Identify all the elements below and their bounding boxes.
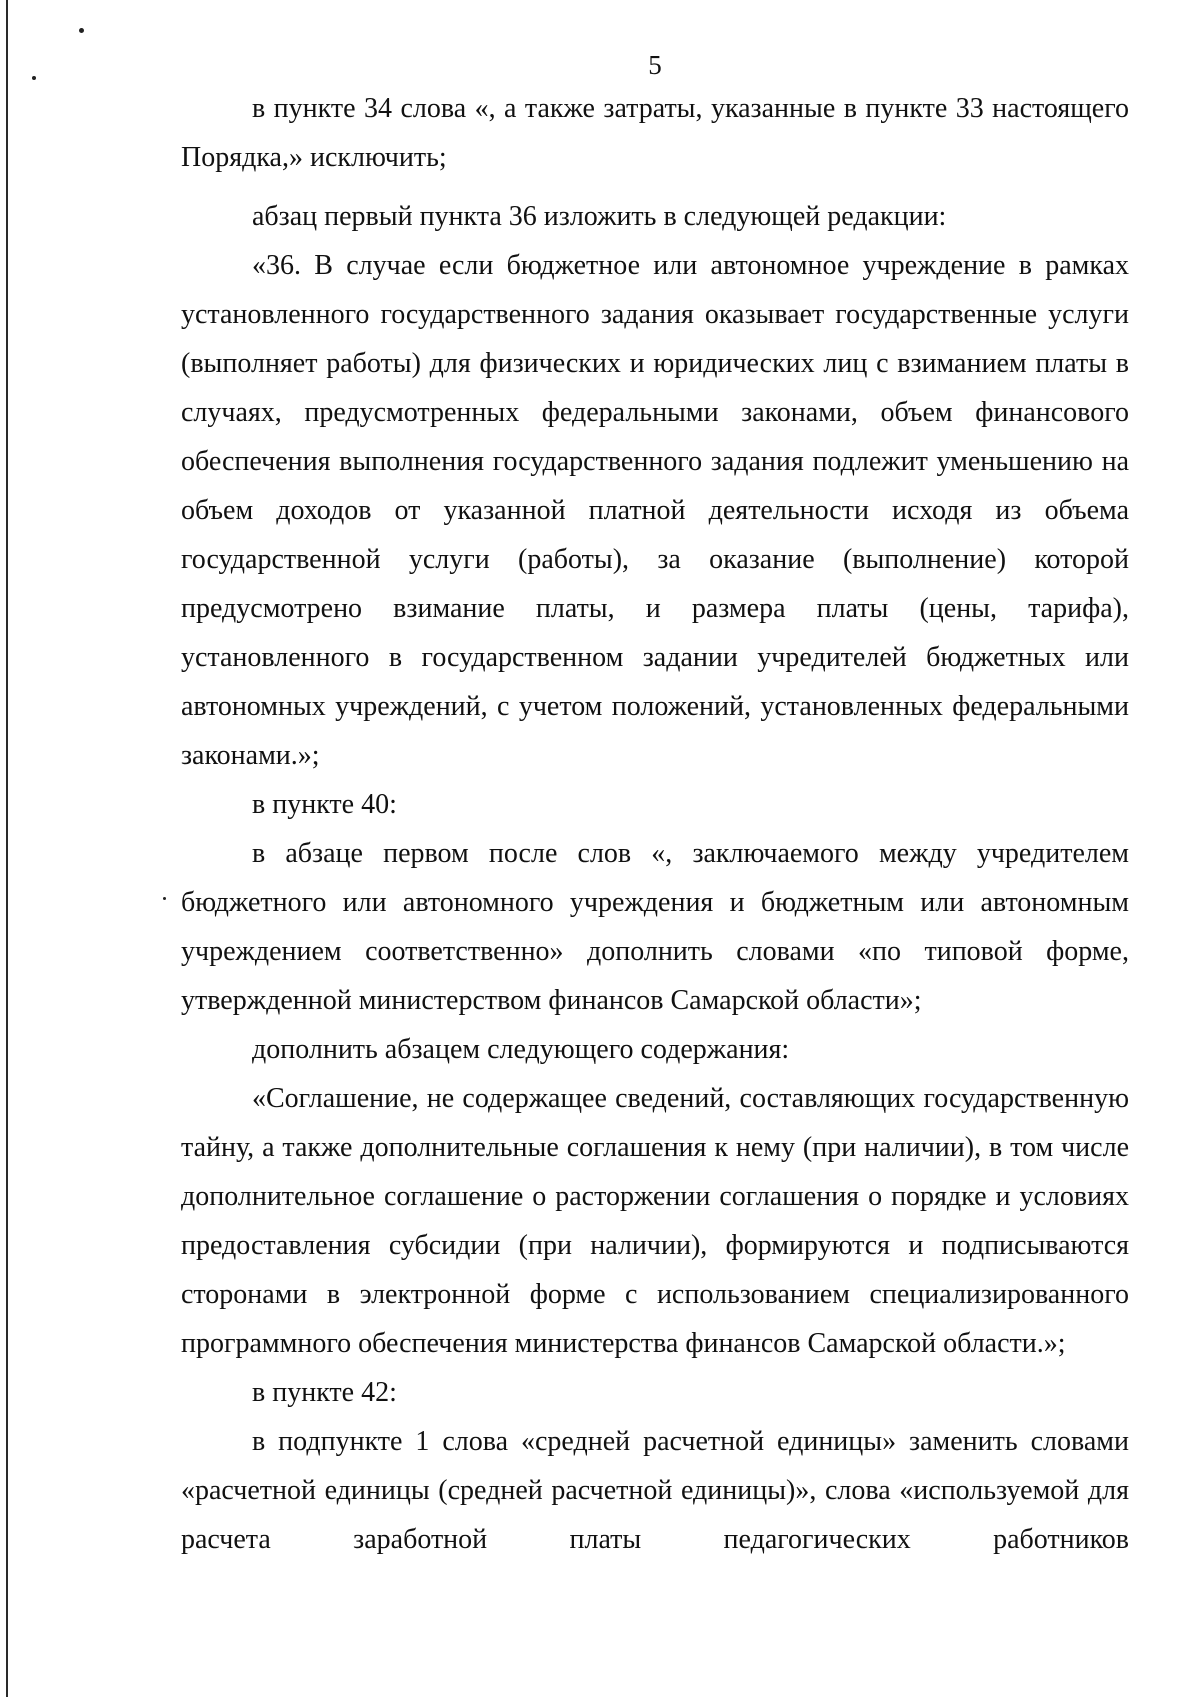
- paragraph: «36. В случае если бюджетное или автономное учреждение в рамках установленного государственного задания оказывает государственные услуги (выполняет работы) для физических и юридических лиц с взиманием платы в случаях, предусмотренных федеральными законами, объем финансового обеспечения выполнения государственного задания подлежит уменьшению на объем доходов от указанной платной деятельности исходя из объема государственной услуги (работы), за оказание (выполнение) которой предусмотрено взимание платы, и размера платы (цены, тарифа), установленного в государственном задании учредителей бюджетных или автономных учреждений, с учетом положений, установленных федеральными законами.»;: [181, 250, 1129, 771]
- paragraph: абзац первый пункта 36 изложить в следующей редакции:: [252, 201, 947, 232]
- paragraph: в пункте 42:: [252, 1377, 397, 1408]
- scan-speck: [79, 28, 84, 33]
- paragraph: «Соглашение, не содержащее сведений, составляющих государственную тайну, а также дополнительные соглашения к нему (при наличии), в том числе дополнительное соглашение о расторжении соглашения о порядке и условиях предоставления субсидии (при наличии), формируются и подписываются сторонами в электронной форме с использованием специализированного программного обеспечения министерства финансов Самарской области.»;: [181, 1083, 1129, 1359]
- document-body: [181, 84, 1129, 1564]
- paragraph: в пункте 40:: [252, 789, 397, 820]
- scan-speck: [163, 897, 166, 900]
- scan-left-edge: [6, 0, 8, 1697]
- paragraph: дополнить абзацем следующего содержания:: [252, 1034, 790, 1065]
- paragraph: в подпункте 1 слова «средней расчетной единицы» заменить словами «расчетной единицы (средней расчетной единицы)», слова «используемой для расчета заработной платы педагогических работников: [181, 1426, 1129, 1555]
- paragraph: в пункте 34 слова «, а также затраты, указанные в пункте 33 настоящего Порядка,» исключить;: [181, 93, 1129, 173]
- page-number: 5: [648, 50, 662, 80]
- paragraph: в абзаце первом после слов «, заключаемого между учредителем бюджетного или автономного учреждения и бюджетным или автономным учреждением соответственно» дополнить словами «по типовой форме, утвержденной министерством финансов Самарской области»;: [181, 838, 1129, 1016]
